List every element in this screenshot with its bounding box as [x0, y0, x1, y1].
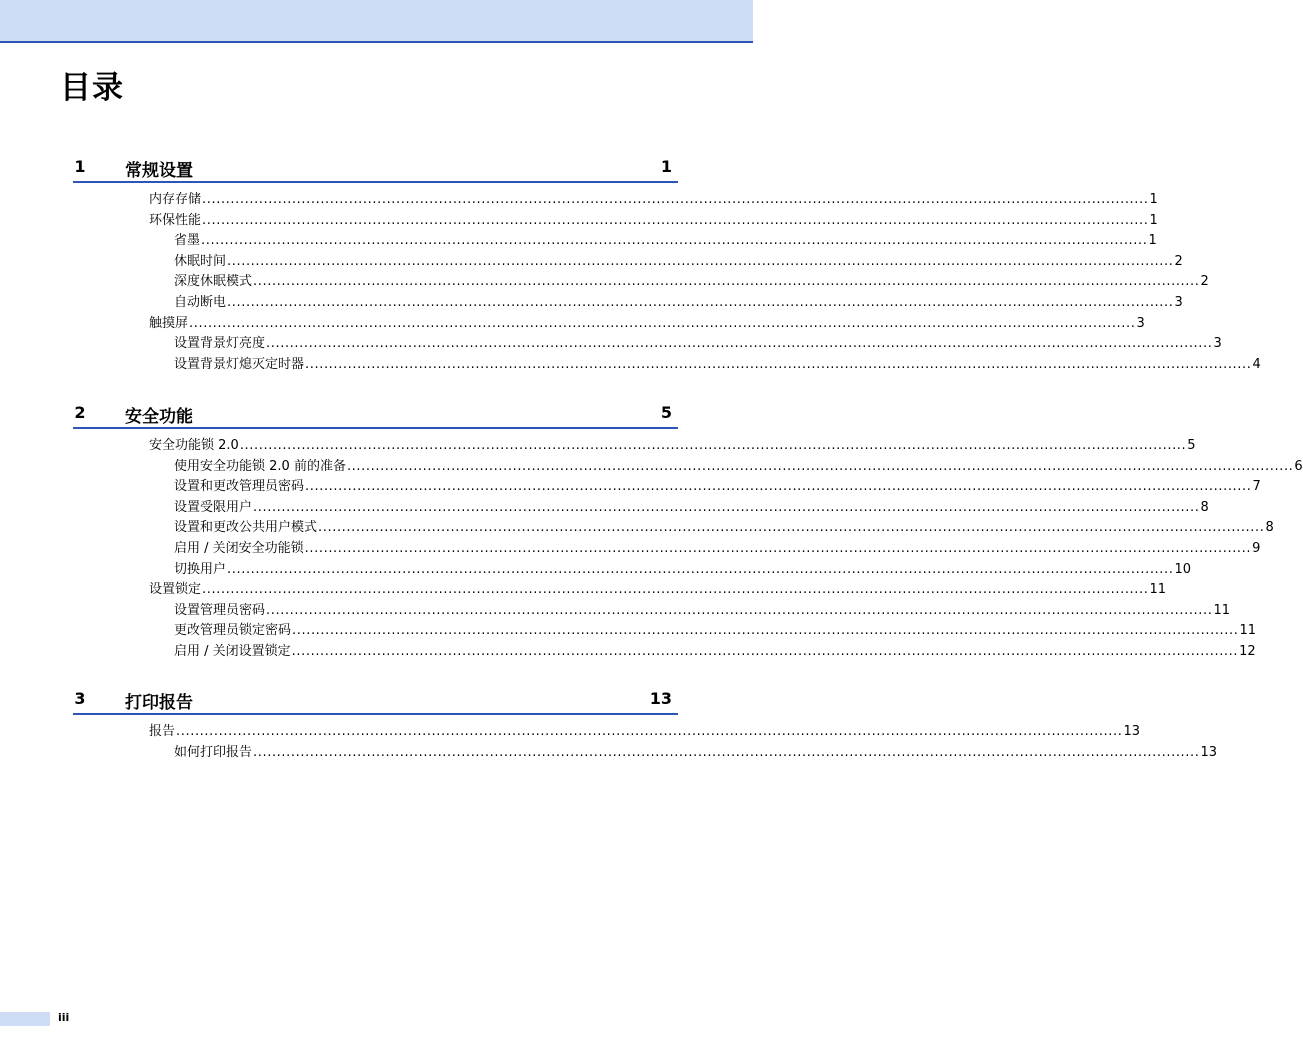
chapter-number: 2: [74, 403, 86, 422]
chapter-heading[interactable]: [73, 401, 678, 429]
footer-band: [0, 1012, 50, 1026]
toc-entry[interactable]: [149, 212, 1158, 230]
chapter-number: 3: [74, 689, 86, 708]
toc-entry[interactable]: [174, 643, 1256, 661]
toc-entry-title: 更改管理员锁定密码: [174, 623, 292, 639]
toc-entry-title: 设置锁定: [149, 582, 202, 598]
toc-entry[interactable]: [174, 561, 1192, 579]
toc-entry-title: 设置背景灯亮度: [174, 336, 266, 352]
toc-entry[interactable]: [174, 744, 1218, 762]
dot-leader: ........................................................................................................................................................................................................: [176, 724, 1123, 739]
dot-leader: ........................................................................................................................................................................................................: [304, 541, 1252, 556]
chapter-page: 5: [660, 403, 672, 422]
dot-leader: ........................................................................................................................................................................................................: [202, 582, 1149, 598]
toc-entry-page: 1: [1149, 192, 1158, 207]
chapter-heading[interactable]: [73, 155, 678, 183]
toc-entry-page: 9: [1252, 541, 1261, 556]
dot-leader: ........................................................................................................................................................................................................: [253, 274, 1200, 290]
toc-entry-title: 内存存储: [149, 192, 202, 207]
dot-leader: ........................................................................................................................................................................................................: [305, 479, 1252, 495]
chapter-page: 1: [660, 157, 672, 176]
toc-entry[interactable]: [149, 723, 1141, 741]
dot-leader: ........................................................................................................................................................................................................: [318, 520, 1265, 536]
toc-entry-title: 安全功能锁 2.0: [149, 438, 239, 453]
header-band: [0, 0, 753, 43]
toc-entry-page: 2: [1200, 274, 1209, 290]
toc-entry-title: 设置和更改管理员密码: [174, 479, 305, 495]
toc-entry-page: 1: [1149, 212, 1158, 228]
toc-entry-page: 11: [1149, 582, 1167, 598]
toc-entry-page: 1: [1148, 233, 1157, 249]
toc-entry-title: 切换用户: [174, 561, 227, 577]
toc-entry-title: 设置受限用户: [174, 499, 253, 515]
toc-entry-title: 深度休眠模式: [174, 274, 253, 290]
chapter-title: 常规设置: [125, 161, 193, 181]
dot-leader: ........................................................................................................................................................................................................: [291, 644, 1239, 659]
toc-entry-title: 自动断电: [174, 295, 227, 310]
toc-entry-title: 如何打印报告: [174, 744, 253, 760]
dot-leader: ........................................................................................................................................................................................................: [292, 623, 1239, 639]
toc-entry-title: 报告: [149, 724, 176, 739]
chapter-number: 1: [74, 157, 86, 176]
toc-entry-page: 2: [1174, 253, 1183, 269]
footer-page-number: iii: [58, 1011, 70, 1024]
toc-entry[interactable]: [149, 437, 1196, 455]
toc-entry-page: 3: [1213, 336, 1222, 352]
toc-entry-page: 13: [1200, 744, 1218, 760]
toc-entry[interactable]: [174, 356, 1261, 374]
dot-leader: ........................................................................................................................................................................................................: [253, 744, 1200, 760]
toc-entry-page: 4: [1252, 356, 1261, 372]
dot-leader: ........................................................................................................................................................................................................: [253, 499, 1200, 515]
dot-leader: ........................................................................................................................................................................................................: [266, 602, 1213, 618]
toc-entry-title: 环保性能: [149, 212, 202, 228]
toc-entry-page: 6: [1294, 458, 1303, 474]
toc-entry[interactable]: [174, 499, 1209, 517]
dot-leader: ........................................................................................................................................................................................................: [202, 192, 1149, 207]
toc-entry[interactable]: [174, 458, 1303, 476]
toc-entry[interactable]: [174, 540, 1261, 558]
toc-entry[interactable]: [149, 581, 1167, 599]
chapter-title: 安全功能: [125, 407, 193, 427]
toc-entry-page: 12: [1239, 644, 1256, 659]
toc-entry-title: 启用 / 关闭安全功能锁: [174, 541, 304, 556]
toc-entry[interactable]: [174, 602, 1231, 620]
toc-entry-page: 5: [1187, 438, 1196, 453]
chapter-title: 打印报告: [125, 693, 193, 713]
toc-entry[interactable]: [174, 253, 1183, 271]
toc-entry-page: 10: [1174, 561, 1192, 577]
toc-entry-page: 8: [1265, 520, 1274, 536]
dot-leader: ........................................................................................................................................................................................................: [202, 212, 1149, 228]
dot-leader: ........................................................................................................................................................................................................: [266, 336, 1213, 352]
toc-entry-title: 设置背景灯熄灭定时器: [174, 356, 305, 372]
dot-leader: ........................................................................................................................................................................................................: [239, 438, 1187, 453]
toc-entry[interactable]: [174, 519, 1274, 537]
toc-entry-title: 启用 / 关闭设置锁定: [174, 644, 291, 659]
toc-entry[interactable]: [174, 273, 1209, 291]
toc-entry-title: 设置和更改公共用户模式: [174, 520, 318, 536]
toc-entry-page: 3: [1136, 315, 1145, 331]
dot-leader: ........................................................................................................................................................................................................: [227, 253, 1174, 269]
toc-entry-page: 7: [1252, 479, 1261, 495]
toc-entry-title: 使用安全功能锁 2.0 前的准备: [174, 458, 346, 474]
dot-leader: ........................................................................................................................................................................................................: [305, 356, 1252, 372]
toc-entry[interactable]: [174, 478, 1261, 496]
toc-entry-title: 触摸屏: [149, 315, 189, 331]
toc-entry[interactable]: [174, 294, 1183, 312]
toc-entry[interactable]: [174, 232, 1157, 250]
chapter-page: 13: [649, 689, 672, 708]
toc-entry-page: 11: [1239, 623, 1257, 639]
toc-entry-title: 省墨: [174, 233, 201, 249]
toc-entry-page: 8: [1200, 499, 1209, 515]
dot-leader: ........................................................................................................................................................................................................: [201, 233, 1148, 249]
dot-leader: ........................................................................................................................................................................................................: [189, 315, 1136, 331]
dot-leader: ........................................................................................................................................................................................................: [227, 561, 1174, 577]
toc-entry-page: 11: [1213, 602, 1231, 618]
toc-entry-title: 休眠时间: [174, 253, 227, 269]
dot-leader: ........................................................................................................................................................................................................: [346, 458, 1294, 474]
toc-entry[interactable]: [149, 315, 1145, 333]
toc-entry[interactable]: [174, 622, 1257, 640]
toc-entry-title: 设置管理员密码: [174, 602, 266, 618]
page-title: 目录: [60, 70, 124, 106]
chapter-heading[interactable]: [73, 687, 678, 715]
toc-entry-page: 3: [1174, 295, 1183, 310]
dot-leader: ........................................................................................................................................................................................................: [227, 295, 1174, 310]
toc-entry-page: 13: [1123, 724, 1141, 739]
toc-entry[interactable]: [174, 335, 1222, 353]
toc-entry[interactable]: [149, 191, 1158, 209]
